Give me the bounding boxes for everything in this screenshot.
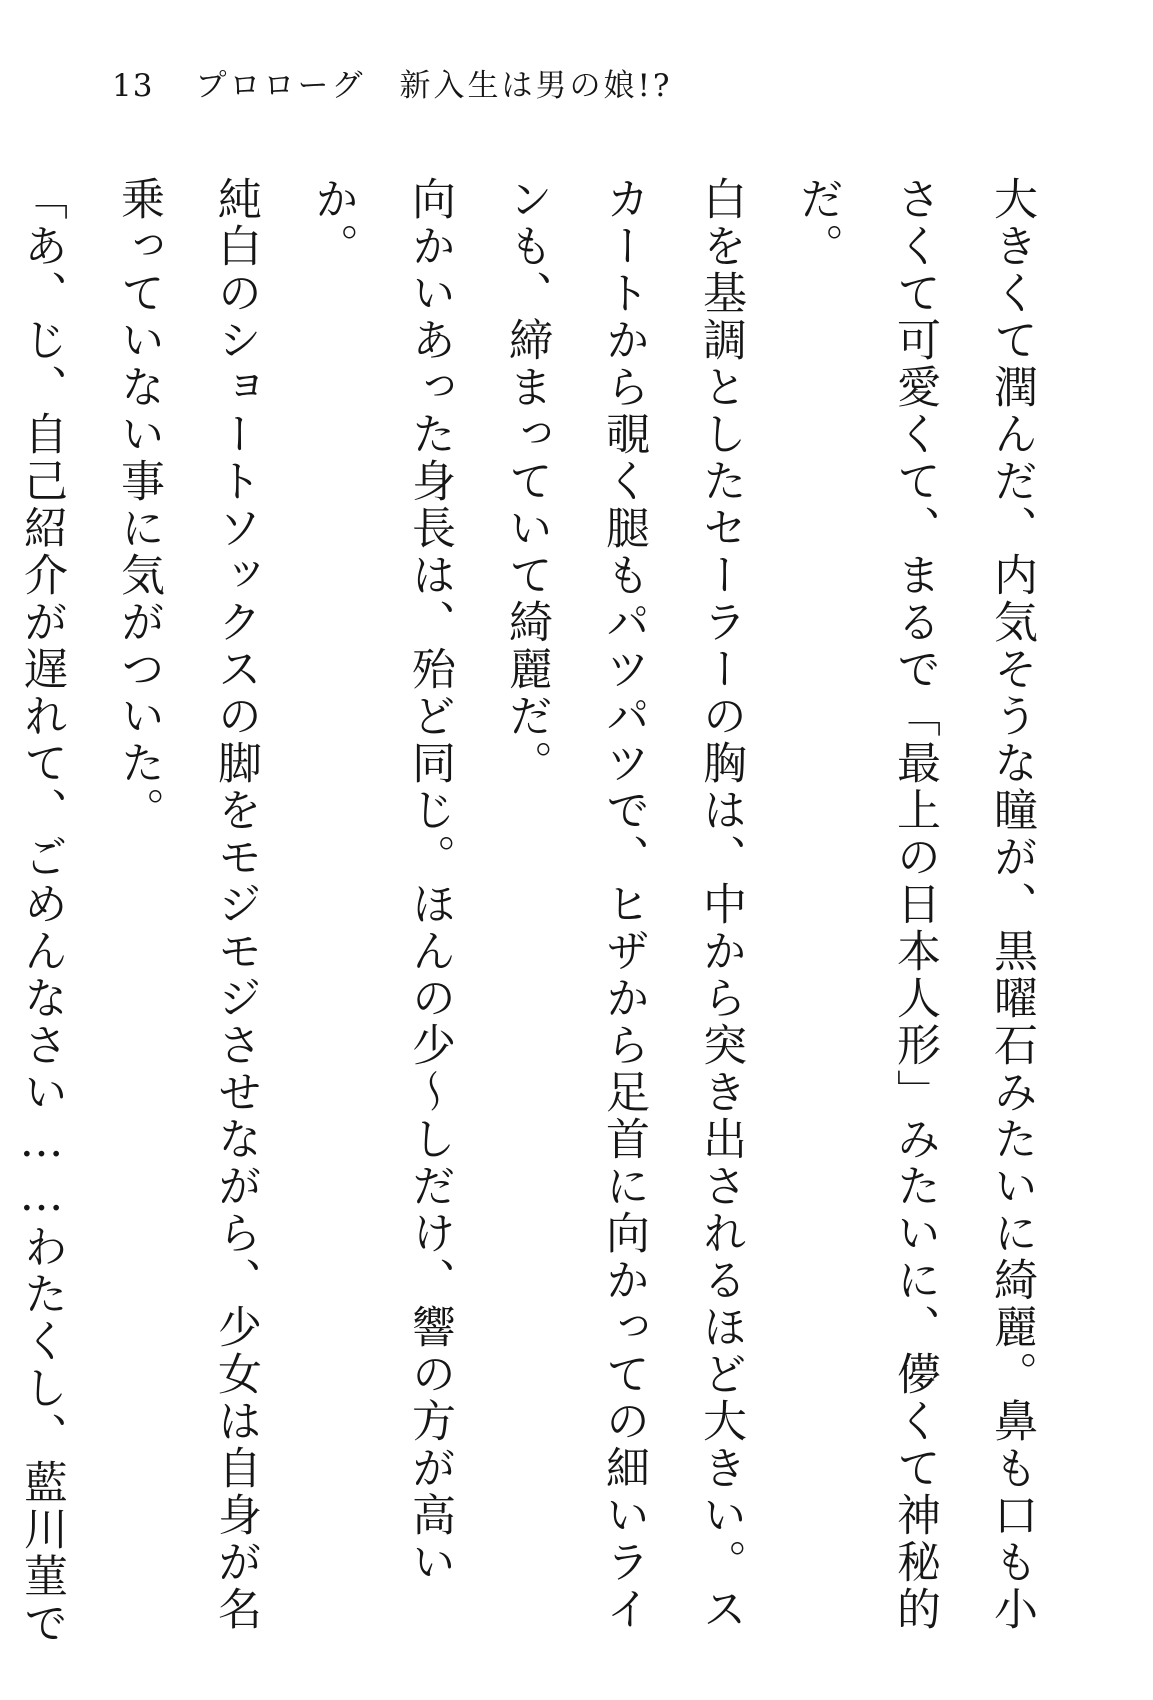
- paragraph: 向かいあった身長は、殆ど同じ。ほんの少〜しだけ、響の方が高いか。: [307, 176, 455, 1586]
- paragraph: 純白のショートソックスの脚をモジモジさせながら、少女は自身が名乗っていない事に気がついた。: [113, 176, 261, 1633]
- paragraph: 大きくて潤んだ、内気そうな瞳が、黒曜石みたいに綺麗。鼻も口も小さくて可愛くて、まるで「最上の日本人形」みたいに、儚くて神秘的だ。: [792, 176, 1037, 1633]
- page-number: 13: [112, 68, 154, 104]
- page-header: [112, 60, 673, 104]
- chapter-title: プロローグ 新入生は男の娘!?: [195, 68, 673, 104]
- vertical-body-text: [16, 176, 1060, 1656]
- paragraph: 白を基調としたセーラーの胸は、中から突き出されるほど大きい。スカートから覗く腿もパツパツで、ヒザから足首に向かっての細いラインも、締まっていて綺麗だ。: [501, 176, 746, 1633]
- paragraph: 「あ、じ、自己紹介が遅れて、ごめんなさい……わたくし、藍川菫で: [16, 176, 67, 1647]
